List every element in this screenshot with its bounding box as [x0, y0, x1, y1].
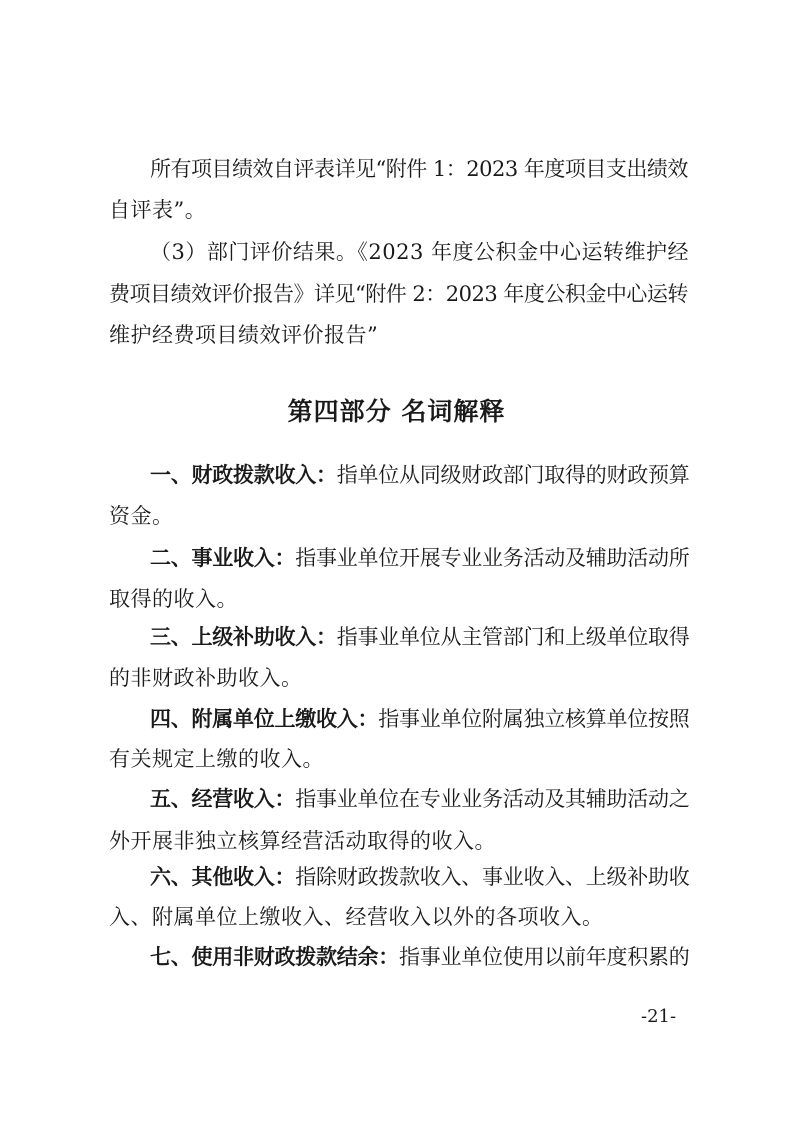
body-line: 维护经费项目绩效评价报告” [109, 323, 379, 347]
term-definition: 指事业单位从主管部门和上级单位取得 [336, 625, 690, 649]
term-label: 二、事业收入： [150, 545, 296, 570]
term-label: 六、其他收入： [150, 864, 296, 889]
term-label: 四、附属单位上缴收入： [150, 706, 379, 731]
term-continuation: 外开展非独立核算经营活动取得的收入。 [109, 829, 496, 853]
term-continuation: 入、附属单位上缴收入、经营收入以外的各项收入。 [109, 905, 604, 929]
term-label: 七、使用非财政拨款结余： [150, 944, 399, 969]
term-label: 五、经营收入： [150, 786, 296, 811]
section-heading: 第四部分 名词解释 [287, 397, 506, 426]
term-line [150, 944, 690, 970]
term-line [150, 462, 690, 488]
term-line [150, 864, 690, 890]
term-definition: 指事业单位使用以前年度积累的 [399, 945, 690, 969]
term-continuation: 资金。 [109, 504, 174, 528]
body-line: 所有项目绩效自评表详见“附件 1：2023 年度项目支出绩效 [150, 157, 688, 181]
body-line: （3）部门评价结果。《2023 年度公积金中心运转维护经 [150, 240, 689, 264]
body-line: 费项目绩效评价报告》详见“附件 2：2023 年度公积金中心运转 [109, 282, 688, 306]
term-label: 三、上级补助收入： [150, 624, 337, 649]
term-line [150, 706, 690, 732]
term-line [150, 545, 690, 571]
page-number: -21- [641, 1006, 677, 1027]
term-label: 一、财政拨款收入： [150, 462, 337, 487]
term-continuation: 的非财政补助收入。 [109, 666, 303, 690]
term-definition: 指事业单位开展专业业务活动及辅助活动所 [295, 546, 690, 570]
term-continuation: 有关规定上缴的收入。 [109, 747, 324, 771]
term-continuation: 取得的收入。 [109, 587, 238, 611]
term-line [150, 624, 690, 650]
body-line: 自评表”。 [109, 198, 207, 222]
term-line [150, 786, 690, 812]
term-definition: 指单位从同级财政部门取得的财政预算 [336, 463, 690, 487]
term-definition: 指事业单位附属独立核算单位按照 [378, 707, 690, 731]
term-definition: 指事业单位在专业业务活动及其辅助活动之 [295, 787, 690, 811]
term-definition: 指除财政拨款收入、事业收入、上级补助收 [295, 865, 690, 889]
